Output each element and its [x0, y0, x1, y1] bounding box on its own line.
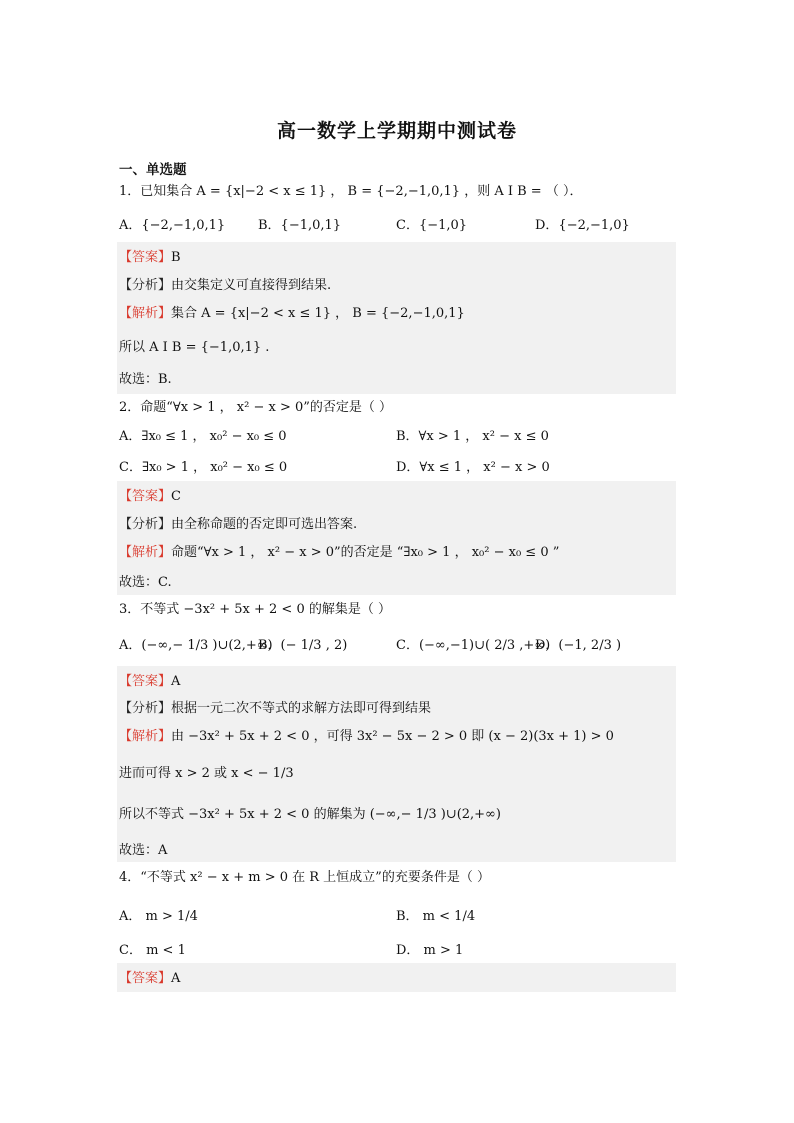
solution-tag: 【解析】 [119, 729, 172, 744]
q1-conclusion: 故选：B. [119, 372, 172, 387]
q3-conclusion: 故选：A [119, 843, 168, 858]
q2-option-a: A．∃x₀ ≤ 1 ， x₀² − x₀ ≤ 0 [119, 429, 287, 444]
solution-tag: 【解析】 [119, 306, 172, 321]
q1-option-d: D．{−2,−1,0} [535, 218, 630, 233]
q1-option-c: C．{−1,0} [396, 218, 468, 233]
q4-answer-line [119, 967, 180, 986]
solution-text: 由 −3x² + 5x + 2 < 0 ，可得 3x² − 5x − 2 > 0 即 (x − 2)(3x + 1) > 0 [171, 729, 614, 744]
analysis-text: 根据一元二次不等式的求解方法即可得到结果 [171, 701, 432, 716]
q2-option-d: D．∀x ≤ 1 ， x² − x > 0 [396, 460, 550, 475]
q2-option-b: B．∀x > 1 ， x² − x ≤ 0 [396, 429, 549, 444]
q3-analysis-line [119, 697, 431, 716]
q3-solution-line-3: 所以不等式 −3x² + 5x + 2 < 0 的解集为 (−∞,− 1/3 )∪(2,+∞) [119, 807, 501, 822]
q3-option-a: A．(−∞,− 1/3 )∪(2,+∞) [119, 638, 273, 653]
analysis-text: 由全称命题的否定即可选出答案. [171, 517, 358, 532]
answer-tag: 【答案】 [119, 971, 172, 986]
page-title: 高一数学上学期期中测试卷 [276, 120, 517, 142]
q1-option-b: B．{−1,0,1} [258, 218, 342, 233]
answer-tag: 【答案】 [119, 489, 172, 504]
section-heading: 一、单选题 [119, 162, 187, 178]
solution-tag: 【解析】 [119, 545, 172, 560]
q1-solution-line [119, 302, 465, 321]
q2-stem: 2．命题“∀x > 1 ， x² − x > 0”的否定是（ ） [119, 400, 393, 415]
answer-value: B [171, 250, 181, 265]
q1-answer-line [119, 246, 181, 265]
q4-option-a: A． m > 1/4 [119, 909, 198, 924]
q4-option-d: D． m > 1 [396, 943, 464, 958]
analysis-tag: 【分析】 [119, 517, 172, 532]
answer-tag: 【答案】 [119, 674, 172, 689]
q3-answer-line [119, 670, 180, 689]
q1-option-a: A．{−2,−1,0,1} [119, 218, 226, 233]
q2-answer-line [119, 485, 181, 504]
answer-value: A [171, 971, 181, 986]
solution-text: 集合 A = {x|−2 < x ≤ 1} ， B = {−2,−1,0,1} [171, 306, 465, 321]
q1-solution-line-2: 所以 A I B = {−1,0,1} . [119, 340, 270, 355]
answer-value: A [171, 674, 181, 689]
analysis-tag: 【分析】 [119, 701, 172, 716]
q3-option-c: C．(−∞,−1)∪( 2/3 ,+∞) [396, 638, 551, 653]
answer-tag: 【答案】 [119, 250, 172, 265]
q1-stem: 1．已知集合 A = {x|−2 < x ≤ 1} ， B = {−2,−1,0,1} ，则 A I B = （ ）． [119, 184, 583, 199]
q2-solution-line [119, 541, 559, 560]
analysis-text: 由交集定义可直接得到结果. [171, 278, 332, 293]
q3-stem: 3．不等式 −3x² + 5x + 2 < 0 的解集是（ ） [119, 602, 391, 617]
q2-conclusion: 故选：C. [119, 575, 172, 590]
q1-analysis-line [119, 274, 331, 293]
q4-answer-block [117, 963, 676, 992]
answer-value: C [171, 489, 181, 504]
q3-option-b: B．(− 1/3 , 2) [258, 638, 348, 653]
q3-solution-line-2: 进而可得 x > 2 或 x < − 1/3 [119, 766, 294, 781]
analysis-tag: 【分析】 [119, 278, 172, 293]
q2-analysis-line [119, 513, 357, 532]
q3-solution-line [119, 725, 614, 744]
q2-answer-block [117, 481, 676, 595]
q2-option-c: C．∃x₀ > 1 ， x₀² − x₀ ≤ 0 [119, 460, 288, 475]
q4-option-c: C． m < 1 [119, 943, 186, 958]
q4-stem: 4．“不等式 x² − x + m > 0 在 R 上恒成立”的充要条件是（ ） [119, 870, 490, 885]
q4-option-b: B． m < 1/4 [396, 909, 476, 924]
solution-text: 命题“∀x > 1 ， x² − x > 0”的否定是 “∃x₀ > 1 ， x₀² − x₀ ≤ 0 ” [171, 545, 560, 560]
q3-option-d: D．(−1, 2/3 ) [535, 638, 622, 653]
